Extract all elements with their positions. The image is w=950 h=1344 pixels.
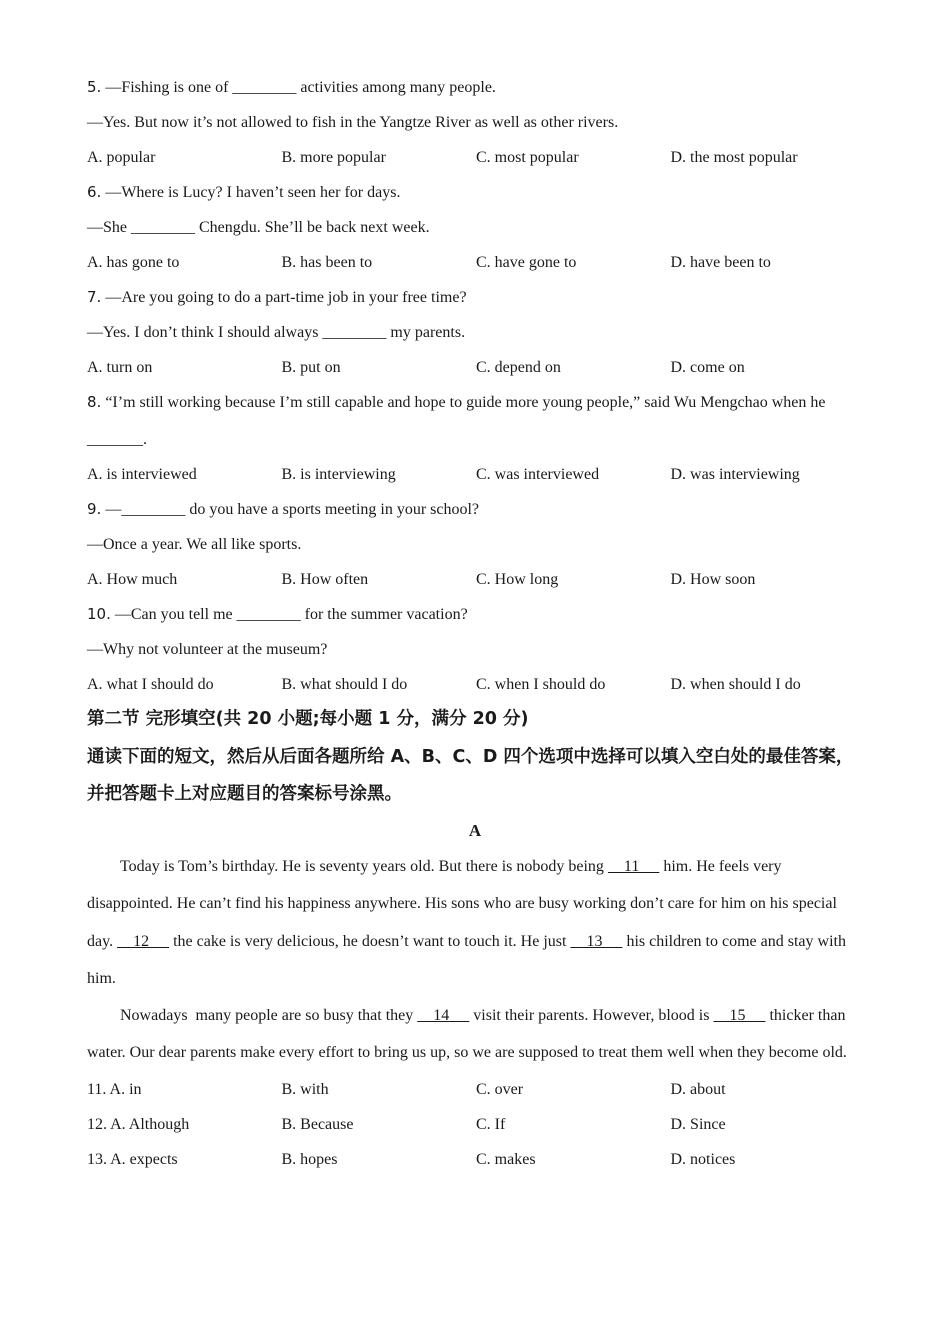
question-number: 6. — [87, 183, 102, 201]
question-5-reply: —Yes. But now it’s not allowed to fish in the Yangtze River as well as other rivers. — [87, 114, 619, 131]
option-b: B. How often — [281, 571, 369, 588]
blank-14: 14 — [417, 1007, 470, 1025]
question-10-stem — [87, 597, 863, 632]
option-c: C. have gone to — [476, 254, 577, 271]
blank-13: 13 — [570, 932, 623, 950]
option-c: C. How long — [476, 571, 559, 588]
question-10-reply: —Why not volunteer at the museum? — [87, 641, 328, 658]
question-8-stem-cont: _______. — [87, 431, 147, 448]
option-a: A. turn on — [87, 359, 153, 376]
passage-text: visit their parents. However, blood is — [469, 1007, 714, 1025]
question-7-reply: —Yes. I don’t think I should always ________ my parents. — [87, 324, 466, 341]
option-d: D. the most popular — [670, 149, 798, 166]
blank-11: 11 — [607, 858, 660, 875]
option-b: B. Because — [281, 1115, 354, 1133]
option-b: B. put on — [281, 359, 341, 376]
question-9-reply: —Once a year. We all like sports. — [87, 536, 302, 553]
option-b: B. hopes — [281, 1150, 338, 1168]
question-number: 5. — [87, 78, 102, 96]
question-number: 9. — [87, 500, 102, 518]
option-d: D. Since — [670, 1115, 726, 1133]
option-b: B. with — [281, 1080, 329, 1098]
blank-12: 12 — [117, 932, 170, 950]
question-6-stem — [87, 175, 863, 210]
option-b: B. is interviewing — [281, 466, 396, 483]
passage-paragraph-2 — [87, 997, 863, 1072]
option-a: A. has gone to — [87, 254, 180, 271]
option-d: D. when should I do — [670, 676, 801, 693]
option-c: C. over — [476, 1080, 524, 1098]
question-text: —________ do you have a sports meeting in your school? — [105, 501, 480, 518]
passage-text: the cake is very delicious, he doesn’t want to touch it. He just — [169, 932, 571, 950]
option-d: D. notices — [670, 1150, 736, 1168]
passage-text: Today is Tom’s birthday. He is seventy years old. But there is nobody being — [120, 858, 608, 875]
option-d: D. was interviewing — [670, 466, 800, 483]
question-8-stem — [87, 385, 863, 420]
option-a: A. popular — [87, 149, 156, 166]
option-a: 12. A. Although — [87, 1115, 190, 1133]
question-7-options — [87, 350, 863, 385]
cloze-options-11 — [87, 1072, 863, 1107]
section-title: 第二节 完形填空(共 20 小题;每小题 1 分，满分 20 分) — [87, 709, 529, 729]
blank-15: 15 — [713, 1007, 766, 1025]
exam-page — [87, 70, 863, 1177]
passage-text: his children to come and stay with him. — [87, 932, 846, 987]
option-a: 11. A. in — [87, 1080, 142, 1098]
question-7-stem — [87, 280, 863, 315]
cloze-options-12 — [87, 1107, 863, 1142]
question-text: —Fishing is one of ________ activities among many people. — [105, 79, 496, 96]
cloze-options-13 — [87, 1142, 863, 1177]
option-b: B. what should I do — [281, 676, 408, 693]
option-b: B. has been to — [281, 254, 373, 271]
question-8-options — [87, 457, 863, 492]
passage-title: A — [468, 821, 482, 840]
option-d: D. have been to — [670, 254, 771, 271]
question-9-stem — [87, 492, 863, 527]
question-number: 7. — [87, 288, 102, 306]
option-a: A. what I should do — [87, 676, 214, 693]
question-9-options — [87, 562, 863, 597]
question-10-options — [87, 667, 863, 702]
question-6-reply: —She ________ Chengdu. She’ll be back next week. — [87, 219, 430, 236]
option-c: C. most popular — [476, 149, 579, 166]
option-b: B. more popular — [281, 149, 386, 166]
question-5-stem — [87, 70, 863, 105]
question-text: —Where is Lucy? I haven’t seen her for days. — [105, 184, 401, 201]
question-text: “I’m still working because I’m still capable and hope to guide more young people,” said Wu Mengchao when he — [105, 394, 826, 411]
option-c: C. when I should do — [476, 676, 606, 693]
option-a: A. How much — [87, 571, 178, 588]
question-text: —Are you going to do a part-time job in your free time? — [105, 289, 467, 306]
option-c: C. depend on — [476, 359, 561, 376]
option-c: C. makes — [476, 1150, 536, 1168]
question-number: 10. — [87, 605, 111, 623]
question-6-options — [87, 245, 863, 280]
passage-text: him. He feels very disappointed. He can’t find his happiness anywhere. His sons who are busy working don’t care for him on his special day. — [87, 858, 837, 950]
passage-paragraph-1 — [87, 848, 863, 997]
question-number: 8. — [87, 393, 102, 411]
section-instruction: 通读下面的短文，然后从后面各题所给 A、B、C、D 四个选项中选择可以填入空白处的最佳答案，并把答题卡上对应题目的答案标号涂黑。 — [87, 747, 854, 804]
passage-text: Nowadays many people are so busy that they — [120, 1007, 418, 1025]
option-c: C. was interviewed — [476, 466, 600, 483]
option-a: A. is interviewed — [87, 466, 197, 483]
option-d: D. about — [670, 1080, 726, 1098]
option-c: C. If — [476, 1115, 506, 1133]
option-a: 13. A. expects — [87, 1150, 178, 1168]
passage-text: thicker than water. Our dear parents make every effort to bring us up, so we are supposed to treat them well when they become old. — [87, 1007, 847, 1062]
option-d: D. come on — [670, 359, 745, 376]
question-text: —Can you tell me ________ for the summer vacation? — [114, 606, 468, 623]
option-d: D. How soon — [670, 571, 756, 588]
question-5-options — [87, 140, 863, 175]
